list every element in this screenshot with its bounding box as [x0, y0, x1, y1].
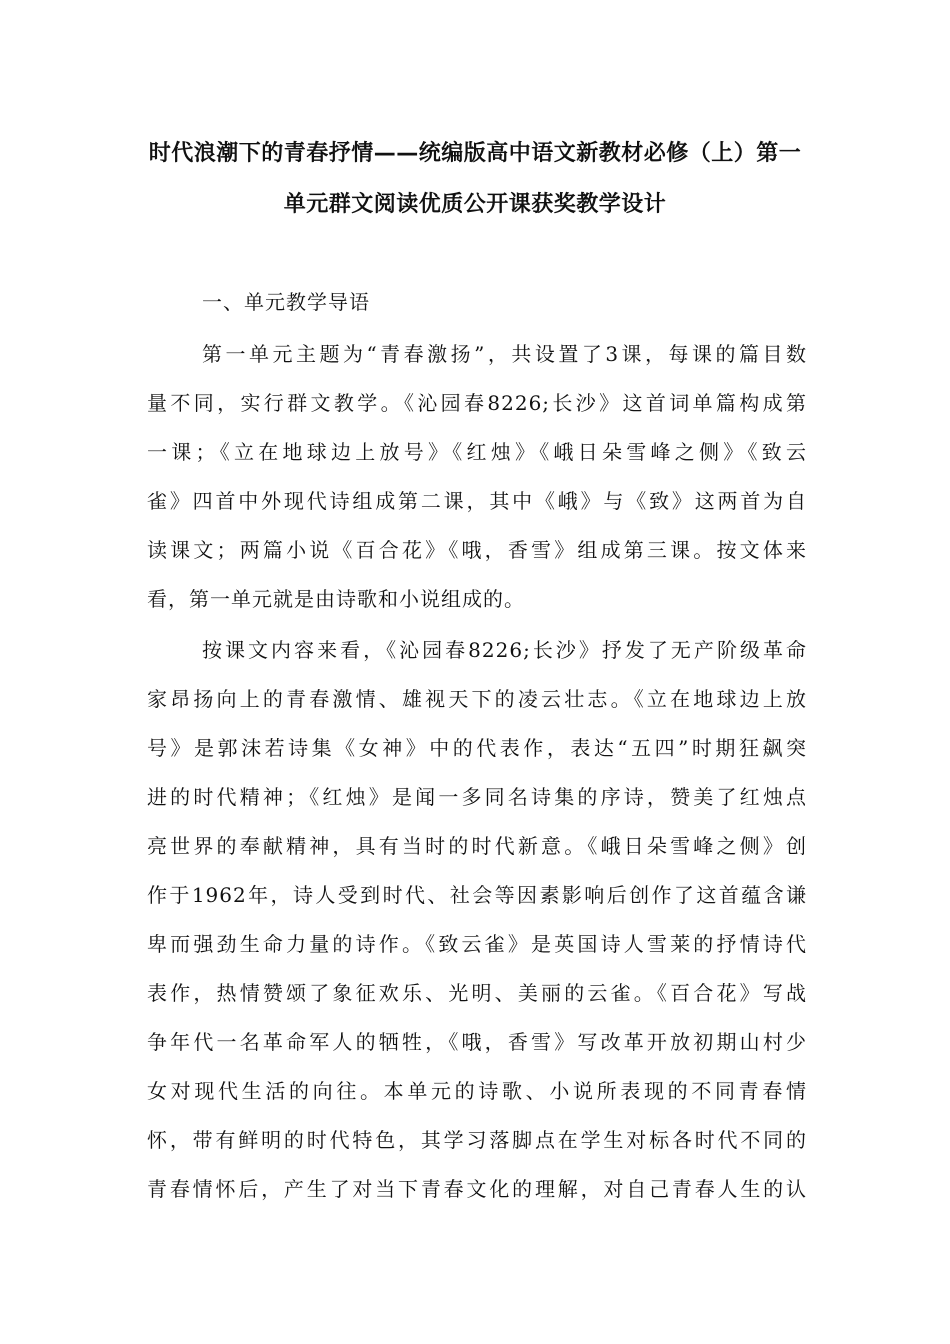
paragraph-2-line: 青春情怀后，产生了对当下青春文化的理解，对自己青春人生的认: [147, 1177, 807, 1201]
paragraph-2-line: 作于1962年，诗人受到时代、社会等因素影响后创作了这首蕴含谦: [147, 883, 807, 907]
paragraph-1-line: 读课文；两篇小说《百合花》《哦，香雪》组成第三课。按文体来: [147, 538, 807, 562]
paragraph-2-line: 进的时代精神；《红烛》是闻一多同名诗集的序诗，赞美了红烛点: [147, 785, 807, 809]
paragraph-1-line: 雀》四首中外现代诗组成第二课，其中《峨》与《致》这两首为自: [147, 489, 807, 513]
paragraph-2-line: 号》是郭沫若诗集《女神》中的代表作，表达“五四”时期狂飙突: [147, 736, 807, 760]
paragraph-1-line: 量不同，实行群文教学。《沁园春8226;长沙》这首词单篇构成第: [147, 391, 807, 415]
paragraph-2-line: 亮世界的奉献精神，具有当时的时代新意。《峨日朵雪峰之侧》创: [147, 834, 807, 858]
paragraph-1-line: 第一单元主题为“青春激扬”，共设置了3课，每课的篇目数: [202, 342, 807, 366]
paragraph-1-line: 一课；《立在地球边上放号》《红烛》《峨日朵雪峰之侧》《致云: [147, 440, 807, 464]
paragraph-2-line: 家昂扬向上的青春激情、雄视天下的凌云壮志。《立在地球边上放: [147, 687, 807, 711]
paragraph-2-line: 女对现代生活的向往。本单元的诗歌、小说所表现的不同青春情: [147, 1079, 807, 1103]
paragraph-1-line: 看，第一单元就是由诗歌和小说组成的。: [147, 587, 525, 611]
paragraph-2-line: 按课文内容来看，《沁园春8226;长沙》抒发了无产阶级革命: [202, 638, 807, 662]
paragraph-2-line: 表作，热情赞颂了象征欢乐、光明、美丽的云雀。《百合花》写战: [147, 981, 807, 1005]
paragraph-2-line: 卑而强劲生命力量的诗作。《致云雀》是英国诗人雪莱的抒情诗代: [147, 932, 807, 956]
section-heading: 一、单元教学导语: [202, 290, 370, 314]
paragraph-2-line: 争年代一名革命军人的牺牲，《哦，香雪》写改革开放初期山村少: [147, 1030, 807, 1054]
document-title-line-2: 单元群文阅读优质公开课获奖教学设计: [283, 192, 667, 217]
document-title-line-1: 时代浪潮下的青春抒情——统编版高中语文新教材必修（上）第一: [148, 141, 802, 166]
paragraph-2-line: 怀，带有鲜明的时代特色，其学习落脚点在学生对标各时代不同的: [147, 1128, 807, 1152]
